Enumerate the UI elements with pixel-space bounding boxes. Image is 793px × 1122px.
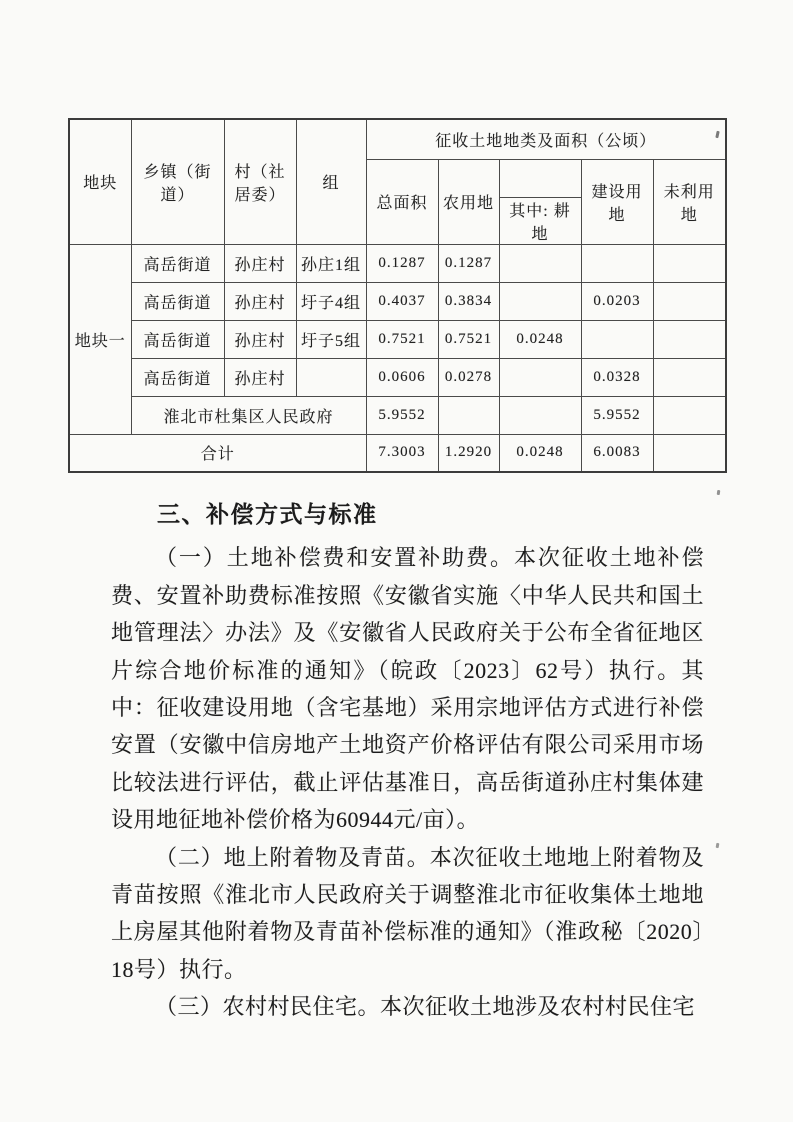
cell-village: 孙庄村 bbox=[224, 244, 296, 282]
cell-agricultural bbox=[438, 396, 499, 434]
cell-total-area: 0.1287 bbox=[366, 244, 438, 282]
scan-speck bbox=[716, 843, 720, 848]
cell-township: 高岳街道 bbox=[131, 244, 224, 282]
total-row bbox=[69, 434, 726, 472]
cell-cultivated bbox=[499, 244, 581, 282]
cell-township: 高岳街道 bbox=[131, 320, 224, 358]
header-land-category-area: 征收土地地类及面积（公顷） bbox=[366, 119, 726, 159]
cell-cultivated bbox=[499, 396, 581, 434]
header-group: 组 bbox=[296, 119, 366, 244]
cell-unused bbox=[653, 320, 726, 358]
header-plot: 地块 bbox=[69, 119, 131, 244]
header-village-committee: 村（社居委） bbox=[224, 119, 296, 244]
cell-total-area: 7.3003 bbox=[366, 434, 438, 472]
cell-construction: 0.0328 bbox=[581, 358, 653, 396]
table-header-row bbox=[69, 119, 726, 159]
cell-cultivated bbox=[499, 358, 581, 396]
cell-agricultural: 1.2920 bbox=[438, 434, 499, 472]
cell-total-area: 0.0606 bbox=[366, 358, 438, 396]
cell-agricultural: 0.3834 bbox=[438, 282, 499, 320]
cell-agricultural: 0.0278 bbox=[438, 358, 499, 396]
cell-group: 孙庄1组 bbox=[296, 244, 366, 282]
land-category-area-table bbox=[68, 118, 727, 473]
cell-government-merged: 淮北市杜集区人民政府 bbox=[131, 396, 366, 434]
cell-total-area: 0.7521 bbox=[366, 320, 438, 358]
cell-unused bbox=[653, 358, 726, 396]
plot-label-cell: 地块一 bbox=[69, 244, 131, 434]
scan-speck bbox=[717, 490, 721, 495]
cell-total-area: 0.4037 bbox=[366, 282, 438, 320]
cell-group: 圩子4组 bbox=[296, 282, 366, 320]
cell-cultivated: 0.0248 bbox=[499, 434, 581, 472]
body-text bbox=[111, 496, 704, 1026]
cell-unused bbox=[653, 282, 726, 320]
paragraph-attachments-seedlings: （二）地上附着物及青苗。本次征收土地地上附着物及青苗按照《淮北市人民政府关于调整淮北市征收集体土地地上房屋其他附着物及青苗补偿标准的通知》（淮政秘〔2020〕18号）执行。 bbox=[111, 844, 704, 982]
cell-unused bbox=[653, 244, 726, 282]
cell-agricultural: 0.7521 bbox=[438, 320, 499, 358]
cell-agricultural: 0.1287 bbox=[438, 244, 499, 282]
cell-unused bbox=[653, 434, 726, 472]
header-cultivated-spacer bbox=[499, 159, 581, 197]
cell-unused bbox=[653, 396, 726, 434]
cell-group: 圩子5组 bbox=[296, 320, 366, 358]
header-cultivated-land: 其中: 耕地 bbox=[499, 197, 581, 244]
cell-cultivated: 0.0248 bbox=[499, 320, 581, 358]
cell-village: 孙庄村 bbox=[224, 320, 296, 358]
cell-township: 高岳街道 bbox=[131, 282, 224, 320]
cell-construction bbox=[581, 320, 653, 358]
cell-total-area: 5.9552 bbox=[366, 396, 438, 434]
cell-construction bbox=[581, 244, 653, 282]
cell-cultivated bbox=[499, 282, 581, 320]
paragraph-land-compensation: （一）土地补偿费和安置补助费。本次征收土地补偿费、安置补助费标准按照《安徽省实施〈中华人民共和国土地管理法〉办法》及《安徽省人民政府关于公布全省征地区片综合地价标准的通知》（皖政〔2023〕62号）执行。其中：征收建设用地（含宅基地）采用宗地评估方式进行补偿安置（安徽中信房地产土地资产价格评估有限公司采用市场比较法进行评估，截止评估基准日，高岳街道孙庄村集体建设用地征地补偿价格为60944元/亩）。 bbox=[111, 545, 704, 833]
cell-construction: 0.0203 bbox=[581, 282, 653, 320]
cell-total-label: 合计 bbox=[69, 434, 366, 472]
cell-village: 孙庄村 bbox=[224, 358, 296, 396]
paragraph-rural-housing: （三）农村村民住宅。本次征收土地涉及农村村民住宅 bbox=[155, 994, 696, 1020]
government-row bbox=[69, 396, 726, 434]
header-unused-land: 未利用地 bbox=[653, 159, 726, 244]
header-agricultural-land: 农用地 bbox=[438, 159, 499, 244]
table-row bbox=[69, 320, 726, 358]
header-construction-land: 建设用地 bbox=[581, 159, 653, 244]
cell-construction: 5.9552 bbox=[581, 396, 653, 434]
table-row bbox=[69, 244, 726, 282]
section-heading: 三、补偿方式与标准 bbox=[157, 502, 378, 527]
header-total-area: 总面积 bbox=[366, 159, 438, 244]
header-township: 乡镇（街道） bbox=[131, 119, 224, 244]
cell-construction: 6.0083 bbox=[581, 434, 653, 472]
cell-village: 孙庄村 bbox=[224, 282, 296, 320]
table-row bbox=[69, 282, 726, 320]
cell-township: 高岳街道 bbox=[131, 358, 224, 396]
cell-group bbox=[296, 358, 366, 396]
table-row bbox=[69, 358, 726, 396]
